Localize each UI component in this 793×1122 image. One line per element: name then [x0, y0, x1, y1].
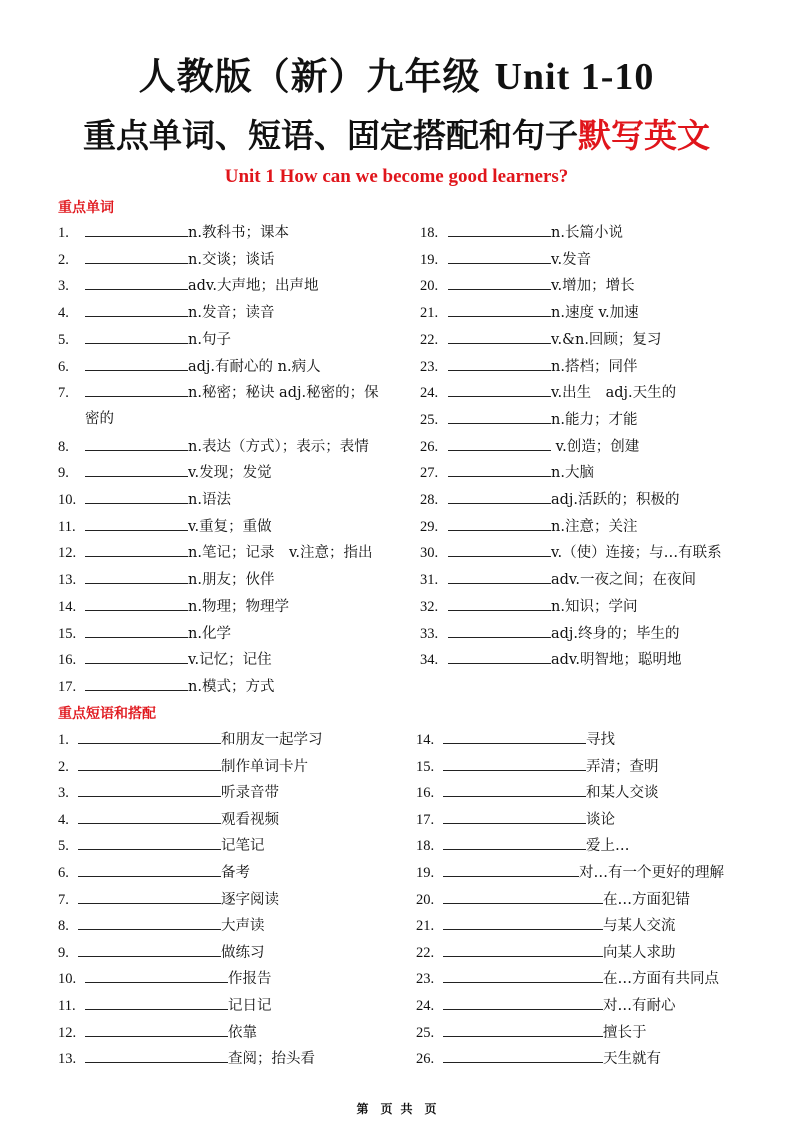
answer-blank[interactable] [443, 834, 586, 850]
list-item [416, 914, 676, 936]
item-number: 15. [58, 625, 77, 642]
item-meaning: 与某人交流 [603, 918, 676, 935]
item-meaning-continued: 密的 [85, 410, 114, 427]
item-number: 10. [58, 492, 77, 508]
list-item [420, 488, 680, 510]
list-item [416, 808, 615, 830]
item-number: 5. [58, 331, 69, 348]
item-meaning: v.记忆；记住 [188, 652, 272, 669]
item-meaning: n.朋友；伙伴 [188, 572, 275, 589]
item-number: 33. [420, 625, 439, 642]
item-meaning: 观看视频 [221, 811, 279, 828]
item-number: 24. [416, 998, 435, 1014]
item-number: 7. [58, 891, 69, 908]
answer-blank[interactable] [78, 834, 221, 850]
item-meaning: 大声读 [221, 918, 265, 935]
item-number: 19. [416, 865, 435, 881]
item-number: 2. [58, 758, 69, 775]
list-item [58, 994, 272, 1016]
answer-blank[interactable] [85, 355, 188, 371]
list-item [420, 515, 637, 537]
answer-blank[interactable] [78, 941, 221, 957]
item-meaning: v.&n.回顾；复习 [551, 331, 662, 348]
answer-blank[interactable] [85, 1047, 228, 1063]
answer-blank[interactable] [448, 408, 551, 424]
answer-blank[interactable] [85, 328, 188, 344]
item-number: 25. [416, 1024, 435, 1041]
item-meaning: n.表达（方式）；表示；表情 [188, 438, 369, 455]
item-meaning: v.创造；创建 [551, 438, 640, 455]
list-item [58, 568, 274, 590]
answer-blank[interactable] [448, 435, 551, 451]
item-meaning: n.语法 [188, 492, 231, 508]
answer-blank[interactable] [85, 248, 188, 264]
footer-page-label: 第 [356, 1102, 369, 1116]
item-meaning: adv.明智地；聪明地 [551, 652, 682, 669]
list-item [420, 595, 637, 617]
answer-blank[interactable] [85, 541, 188, 557]
item-number: 21. [416, 918, 435, 935]
item-number: 32. [420, 598, 439, 615]
list-item [420, 381, 676, 403]
list-item [420, 248, 591, 270]
item-number: 18. [420, 225, 439, 241]
list-item [58, 861, 250, 883]
item-meaning: 在…方面犯错 [603, 891, 690, 908]
title-chinese: 人教版（新）九年级 [138, 54, 481, 98]
list-item [420, 221, 623, 243]
list-item [416, 781, 659, 803]
list-item [58, 967, 272, 989]
item-meaning: 记日记 [228, 998, 272, 1014]
item-meaning: 依靠 [228, 1024, 257, 1041]
list-item [58, 781, 279, 803]
list-item [58, 274, 319, 296]
item-meaning: 对…有一个更好的理解 [579, 865, 724, 881]
item-number: 20. [416, 891, 435, 908]
item-meaning: 在…方面有共同点 [603, 971, 719, 988]
answer-blank[interactable] [448, 301, 551, 317]
answer-blank[interactable] [448, 328, 551, 344]
answer-blank[interactable] [443, 941, 603, 957]
list-item [58, 648, 272, 670]
answer-blank[interactable] [85, 274, 188, 290]
item-meaning: 作报告 [228, 971, 272, 988]
item-number: 1. [58, 732, 69, 748]
item-number: 21. [420, 305, 439, 322]
item-meaning: n.大脑 [551, 465, 594, 482]
answer-blank[interactable] [85, 435, 188, 451]
item-meaning: 弄清；查明 [586, 758, 659, 775]
list-item [58, 381, 379, 403]
list-item [58, 435, 369, 457]
list-item [420, 301, 639, 323]
item-number: 14. [416, 732, 435, 748]
answer-blank[interactable] [443, 728, 586, 744]
item-number: 28. [420, 492, 439, 508]
answer-blank[interactable] [78, 755, 221, 771]
item-number: 29. [420, 518, 439, 535]
answer-blank[interactable] [443, 755, 586, 771]
list-item [420, 328, 661, 350]
item-number: 7. [58, 385, 69, 402]
item-meaning: 做练习 [221, 944, 265, 961]
item-meaning: n.教科书；课本 [188, 225, 289, 241]
item-meaning: 逐字阅读 [221, 891, 279, 908]
item-number: 4. [58, 811, 69, 828]
item-number: 20. [420, 278, 439, 295]
list-item [58, 941, 265, 963]
item-meaning: n.速度 v.加速 [551, 305, 639, 322]
item-meaning: n.交谈；谈话 [188, 251, 275, 268]
item-meaning: 擅长于 [603, 1024, 647, 1041]
words-section-heading: 重点单词 [58, 200, 114, 216]
item-meaning: v.发现；发觉 [188, 465, 272, 482]
answer-blank[interactable] [448, 541, 551, 557]
answer-blank[interactable] [85, 461, 188, 477]
list-item [58, 541, 373, 563]
item-meaning: 备考 [221, 865, 250, 881]
list-item [58, 328, 231, 350]
footer-total-end: 页 [424, 1102, 437, 1116]
list-item [416, 834, 630, 856]
page-subtitle [0, 110, 793, 157]
item-meaning: 制作单词卡片 [221, 758, 308, 775]
answer-blank[interactable] [448, 515, 551, 531]
list-item [420, 435, 639, 457]
item-number: 16. [416, 785, 435, 802]
item-number: 22. [420, 331, 439, 348]
list-item [420, 274, 635, 296]
item-meaning: 天生就有 [603, 1051, 661, 1068]
list-item [420, 461, 594, 483]
item-meaning: 谈论 [586, 811, 615, 828]
item-number: 2. [58, 251, 69, 268]
list-item [58, 755, 308, 777]
list-item [58, 1047, 315, 1069]
list-item [416, 941, 676, 963]
item-number: 4. [58, 305, 69, 322]
item-number: 6. [58, 358, 69, 375]
answer-blank[interactable] [443, 1021, 603, 1037]
list-item [58, 622, 231, 644]
answer-blank[interactable] [448, 355, 551, 371]
item-number: 26. [416, 1051, 435, 1068]
list-item [58, 248, 274, 270]
list-item [58, 888, 279, 910]
item-meaning: v.发音 [551, 251, 592, 268]
answer-blank[interactable] [85, 994, 228, 1010]
item-meaning: n.知识；学问 [551, 598, 638, 615]
answer-blank[interactable] [85, 221, 188, 237]
item-meaning: v.出生 adj.天生的 [551, 385, 677, 402]
item-meaning: n.物理；物理学 [188, 598, 289, 615]
list-item [416, 755, 659, 777]
item-number: 12. [58, 545, 77, 562]
list-item [58, 914, 265, 936]
item-meaning: n.句子 [188, 331, 231, 348]
item-number: 6. [58, 865, 69, 881]
item-meaning: n.能力；才能 [551, 411, 638, 428]
answer-blank[interactable] [448, 488, 551, 504]
item-number: 3. [58, 278, 69, 295]
answer-blank[interactable] [448, 648, 551, 664]
item-number: 8. [58, 918, 69, 935]
item-meaning: 寻找 [586, 732, 615, 748]
answer-blank[interactable] [85, 595, 188, 611]
item-number: 1. [58, 225, 69, 241]
item-meaning: adj.终身的；毕生的 [551, 625, 680, 642]
list-item [58, 221, 289, 243]
answer-blank[interactable] [85, 568, 188, 584]
answer-blank[interactable] [448, 248, 551, 264]
footer-page-mid: 页 [380, 1102, 393, 1116]
title-units: Unit 1-10 [494, 56, 655, 98]
item-number: 9. [58, 944, 69, 961]
item-number: 14. [58, 598, 77, 615]
item-number: 27. [420, 465, 439, 482]
answer-blank[interactable] [78, 781, 221, 797]
item-number: 12. [58, 1024, 77, 1041]
item-number: 24. [420, 385, 439, 402]
item-number: 30. [420, 545, 439, 562]
item-meaning: 向某人求助 [603, 944, 676, 961]
item-meaning: n.搭档；同伴 [551, 358, 638, 375]
answer-blank[interactable] [448, 461, 551, 477]
answer-blank[interactable] [85, 515, 188, 531]
footer-total-label: 共 [400, 1102, 413, 1116]
list-item [58, 301, 274, 323]
item-meaning: v.重复；重做 [188, 518, 272, 535]
item-number: 26. [420, 438, 439, 455]
item-meaning: n.秘密；秘诀 adj.秘密的；保 [188, 385, 379, 402]
list-item [416, 967, 719, 989]
item-meaning: n.化学 [188, 625, 231, 642]
item-number: 13. [58, 572, 77, 589]
item-meaning: adv.一夜之间；在夜间 [551, 572, 697, 589]
answer-blank[interactable] [448, 221, 551, 237]
item-meaning: 对…有耐心 [603, 998, 676, 1014]
answer-blank[interactable] [85, 648, 188, 664]
item-meaning: 爱上… [586, 838, 630, 855]
item-number: 25. [420, 411, 439, 428]
list-item [420, 408, 637, 430]
item-number: 13. [58, 1051, 77, 1068]
answer-blank[interactable] [448, 595, 551, 611]
item-number: 11. [58, 518, 76, 535]
item-meaning: v.增加；增长 [551, 278, 635, 295]
answer-blank[interactable] [85, 301, 188, 317]
list-item [420, 355, 637, 377]
list-item [58, 515, 272, 537]
answer-blank[interactable] [448, 274, 551, 290]
item-number: 16. [58, 652, 77, 669]
answer-blank[interactable] [443, 967, 603, 983]
answer-blank[interactable] [443, 994, 603, 1010]
answer-blank[interactable] [85, 622, 188, 638]
answer-blank[interactable] [443, 888, 603, 904]
answer-blank[interactable] [448, 381, 551, 397]
answer-blank[interactable] [448, 568, 551, 584]
item-meaning: 和朋友一起学习 [221, 732, 323, 748]
item-number: 8. [58, 438, 69, 455]
item-meaning: adj.活跃的；积极的 [551, 492, 680, 508]
item-number: 17. [58, 678, 77, 695]
subtitle-main: 重点单词、短语、固定搭配和句子 [83, 116, 578, 155]
item-number: 23. [416, 971, 435, 988]
list-item [420, 541, 722, 563]
item-number: 11. [58, 998, 76, 1014]
page-footer [0, 1100, 793, 1117]
answer-blank[interactable] [78, 861, 221, 877]
list-item [416, 728, 615, 750]
list-item [416, 994, 676, 1016]
item-meaning: n.发音；读音 [188, 305, 275, 322]
item-number: 23. [420, 358, 439, 375]
answer-blank[interactable] [78, 914, 221, 930]
item-number: 17. [416, 811, 435, 828]
list-item [420, 622, 680, 644]
item-number: 18. [416, 838, 435, 855]
list-item [58, 1021, 257, 1043]
answer-blank[interactable] [85, 488, 188, 504]
item-meaning: 查阅；抬头看 [228, 1051, 315, 1068]
item-meaning: 记笔记 [221, 838, 265, 855]
list-item [416, 888, 690, 910]
answer-blank[interactable] [85, 1021, 228, 1037]
answer-blank[interactable] [85, 675, 188, 691]
item-meaning: n.长篇小说 [551, 225, 623, 241]
list-item [58, 675, 274, 697]
list-item [58, 355, 321, 377]
list-item [420, 568, 696, 590]
answer-blank[interactable] [78, 728, 221, 744]
item-number: 9. [58, 465, 69, 482]
item-meaning: adv.大声地；出声地 [188, 278, 319, 295]
item-number: 10. [58, 971, 77, 988]
item-meaning: adj.有耐心的 n.病人 [188, 358, 321, 375]
list-item [58, 834, 265, 856]
subtitle-highlight: 默写英文 [578, 116, 710, 155]
item-number: 34. [420, 652, 439, 669]
answer-blank[interactable] [443, 781, 586, 797]
item-number: 3. [58, 785, 69, 802]
list-item [416, 1047, 661, 1069]
list-item [416, 861, 724, 883]
answer-blank[interactable] [443, 808, 586, 824]
answer-blank[interactable] [443, 1047, 603, 1063]
item-number: 15. [416, 758, 435, 775]
answer-blank[interactable] [443, 914, 603, 930]
answer-blank[interactable] [443, 861, 579, 877]
unit-heading: Unit 1 How can we become good learners? [224, 166, 569, 187]
list-item [420, 648, 682, 670]
list-item [58, 808, 279, 830]
item-meaning: n.笔记；记录 v.注意；指出 [188, 545, 373, 562]
item-meaning: n.模式；方式 [188, 678, 275, 695]
item-meaning: 和某人交谈 [586, 785, 659, 802]
answer-blank[interactable] [85, 381, 188, 397]
item-number: 22. [416, 944, 435, 961]
item-meaning: 听录音带 [221, 785, 279, 802]
item-meaning: n.注意；关注 [551, 518, 638, 535]
item-meaning: v.（使）连接；与…有联系 [551, 545, 722, 562]
list-item [58, 728, 323, 750]
list-item [58, 595, 289, 617]
list-item [416, 1021, 647, 1043]
list-item [58, 461, 272, 483]
answer-blank[interactable] [85, 967, 228, 983]
answer-blank[interactable] [78, 808, 221, 824]
item-number: 19. [420, 251, 439, 268]
page-title [0, 46, 793, 100]
list-item [58, 488, 231, 510]
answer-blank[interactable] [448, 622, 551, 638]
phrases-section-heading: 重点短语和搭配 [58, 706, 156, 722]
item-number: 5. [58, 838, 69, 855]
answer-blank[interactable] [78, 888, 221, 904]
item-number: 31. [420, 572, 439, 589]
